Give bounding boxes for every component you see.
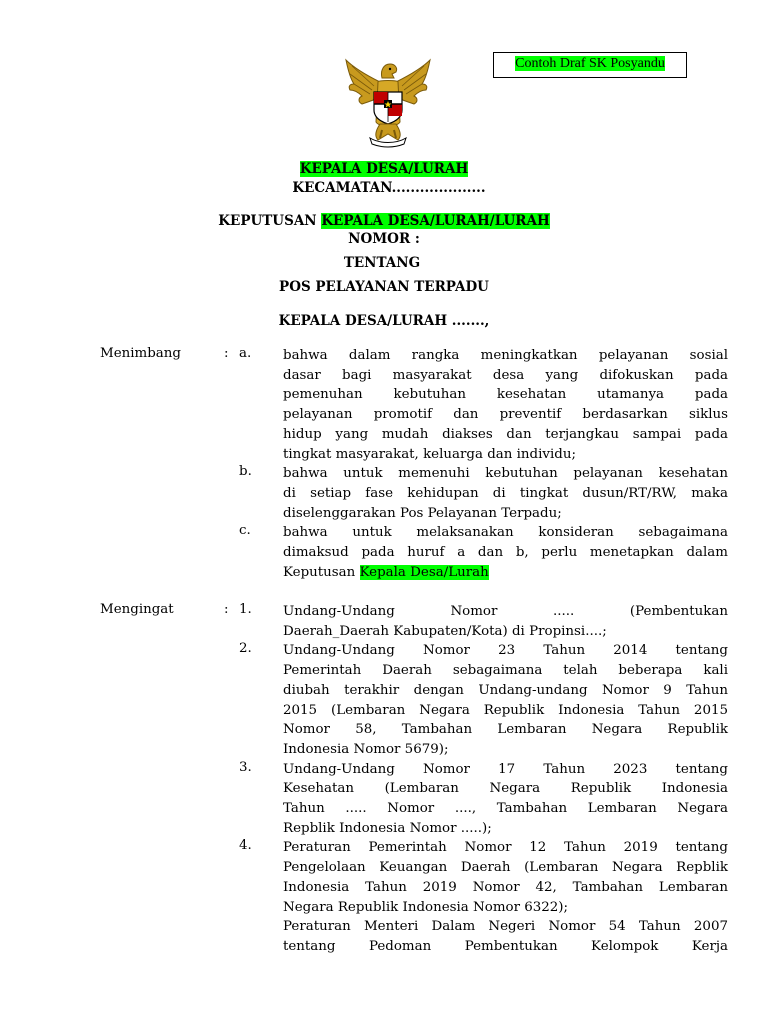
mengingat-item-line: Pengelolaan Keuangan Daerah (Lembaran Negara Repblik	[283, 860, 728, 876]
menimbang-item-line: hidup yang mudah diakses dan terjangkau sampai pada	[283, 426, 728, 442]
mengingat-item-line: diubah terakhir dengan Undang-undang Nomor 9 Tahun	[283, 682, 728, 698]
mengingat-item-line: Pemerintah Daerah sebagaimana telah beberapa kali	[283, 663, 728, 679]
menimbang-item-line: dimaksud pada huruf a dan b, perlu menetapkan dalam	[283, 545, 728, 561]
mengingat-section	[0, 602, 768, 957]
mengingat-item-line: Negara Republik Indonesia Nomor 6322);	[283, 899, 569, 915]
menimbang-item-line: bahwa dalam rangka meningkatkan pelayanan sosial	[283, 348, 728, 363]
menimbang-item-line	[283, 563, 728, 583]
menimbang-item-line: di setiap fase kehidupan di tingkat dusun/RT/RW, maka	[283, 485, 728, 501]
menimbang-item-line: tingkat masyarakat, keluarga dan individu;	[283, 446, 576, 462]
decree-subject: POS PELAYANAN TERPADU	[279, 279, 489, 295]
mengingat-item	[0, 602, 768, 641]
mengingat-item	[0, 838, 768, 917]
mengingat-item-line: Nomor 58, Tambahan Lembaran Negara Republik	[283, 722, 728, 738]
draft-label: Contoh Draf SK Posyandu	[515, 56, 665, 71]
menimbang-item-line: diselenggarakan Pos Pelayanan Terpadu;	[283, 505, 562, 521]
mengingat-item-number: 2.	[239, 641, 252, 657]
menimbang-colon: :	[224, 346, 229, 361]
mengingat-item-text	[283, 602, 728, 641]
menimbang-list	[0, 346, 768, 582]
mengingat-item-text	[283, 641, 728, 759]
mengingat-item-line: 2015 (Lembaran Negara Republik Indonesia Tahun 2015	[283, 702, 728, 718]
mengingat-item-number: 4.	[239, 838, 252, 854]
mengingat-item-line: Undang-Undang Nomor 23 Tahun 2014 tentang	[283, 643, 728, 659]
mengingat-list	[0, 602, 768, 957]
menimbang-item-line: bahwa untuk melaksanakan konsideran sebagaimana	[283, 525, 728, 541]
decree-number: NOMOR :	[348, 231, 420, 247]
mengingat-item-line: Indonesia Tahun 2019 Nomor 42, Tambahan Lembaran	[283, 879, 728, 895]
district-line: KECAMATAN....................	[292, 180, 486, 196]
decree-highlight: KEPALA DESA/LURAH/LURAH	[321, 213, 550, 229]
mengingat-item	[0, 641, 768, 759]
mengingat-item-line: Repblik Indonesia Nomor .....);	[283, 820, 492, 836]
menimbang-item-text	[283, 464, 728, 523]
mengingat-item-line: Indonesia Nomor 5679);	[283, 741, 449, 757]
menimbang-item-text	[283, 346, 728, 464]
issuer-title: KEPALA DESA/LURAH	[299, 161, 469, 177]
highlighted-reference: Kepala Desa/Lurah	[359, 564, 489, 580]
decree-prefix: KEPUTUSAN	[218, 213, 322, 229]
mengingat-item-line: Undang-Undang Nomor 17 Tahun 2023 tentang	[283, 761, 728, 777]
draft-label-box	[493, 52, 687, 78]
menimbang-item-number: b.	[239, 464, 252, 480]
mengingat-label: Mengingat	[100, 602, 174, 617]
menimbang-label: Menimbang	[100, 346, 181, 361]
mengingat-colon: :	[224, 602, 229, 617]
menimbang-item-line: pelayanan promotif dan preventif berdasarkan siklus	[283, 407, 728, 423]
menimbang-item	[0, 346, 768, 464]
mengingat-item-line: Undang-Undang Nomor ..... (Pembentukan	[283, 604, 728, 619]
mengingat-item-number: 3.	[239, 759, 252, 775]
reference-text: Keputusan	[283, 564, 360, 580]
garuda-pancasila-emblem-icon	[340, 56, 436, 148]
mengingat-item	[0, 917, 768, 956]
mengingat-item-line: Kesehatan (Lembaran Negara Republik Indonesia	[283, 781, 728, 797]
menimbang-item-line: bahwa untuk memenuhi kebutuhan pelayanan kesehatan	[283, 466, 728, 482]
mengingat-item-text	[283, 838, 728, 917]
menimbang-item	[0, 523, 768, 582]
mengingat-item-line: Peraturan Menteri Dalam Negeri Nomor 54 Tahun 2007	[283, 919, 728, 935]
menimbang-item-number: c.	[239, 523, 251, 539]
mengingat-item-text	[283, 760, 728, 839]
menimbang-item-number: a.	[239, 346, 252, 361]
mengingat-item-text	[283, 917, 728, 956]
menimbang-item-text	[283, 523, 728, 582]
decree-title	[0, 213, 768, 229]
official-heading: KEPALA DESA/LURAH .......,	[278, 313, 490, 329]
menimbang-item	[0, 464, 768, 523]
mengingat-item-number: 1.	[239, 602, 252, 617]
menimbang-section	[0, 346, 768, 582]
mengingat-item-line: Tahun ..... Nomor ...., Tambahan Lembaran Negara	[283, 801, 728, 817]
mengingat-item-line: Peraturan Pemerintah Nomor 12 Tahun 2019 tentang	[283, 840, 728, 856]
mengingat-item-line: tentang Pedoman Pembentukan Kelompok Kerja	[283, 938, 728, 954]
about-heading: TENTANG	[343, 255, 421, 271]
menimbang-item-line: pemenuhan kebutuhan kesehatan utamanya pada	[283, 387, 728, 403]
mengingat-item	[0, 760, 768, 839]
mengingat-item-line: Daerah_Daerah Kabupaten/Kota) di Propinsi....;	[283, 623, 607, 639]
menimbang-item-line: dasar bagi masyarakat desa yang difokuskan pada	[283, 367, 728, 383]
